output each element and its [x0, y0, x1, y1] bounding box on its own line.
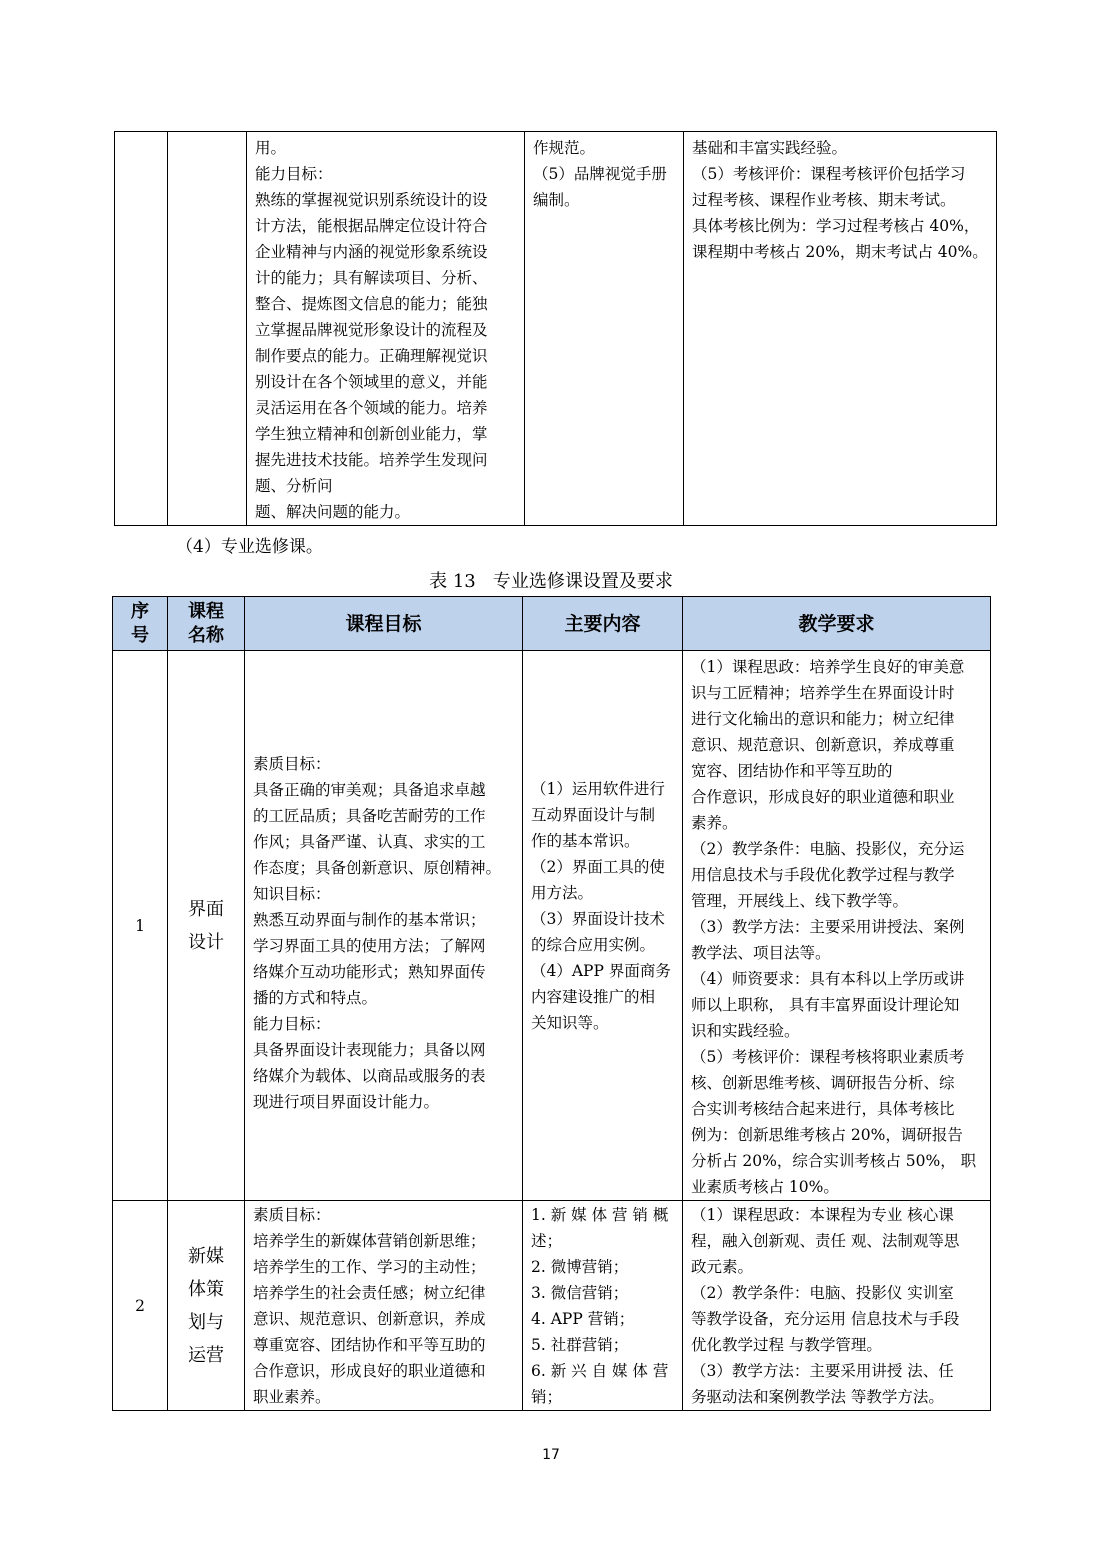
- teaching-requirements-cell: （1）课程思政：本课程为专业 核心课 程，融入创新观、责任 观、法制观等思 政元素。 （2）教学条件：电脑、投影仪 实训室 等教学设备，充分运用 信息技术与手段 优化教学过程 与教学管理。 （3）教学方法：主要采用讲授 法、任 务驱动法和案例教学法 等教学方法。: [683, 1201, 991, 1411]
- table-row: [113, 651, 991, 1201]
- course-name-cell: 新媒 体策 划与 运营: [168, 1201, 245, 1411]
- course-name-cell: 界面 设计: [168, 651, 245, 1201]
- continued-course-table: [114, 131, 997, 526]
- page-number: 17: [542, 1447, 560, 1463]
- teaching-requirements-cell: （1）课程思政：培养学生良好的审美意 识与工匠精神；培养学生在界面设计时 进行文化输出的意识和能力；树立纪律 意识、规范意识、创新意识，养成尊重 宽容、团结协作和平等互助的 合作意识，形成良好的职业道德和职业 素养。 （2）教学条件：电脑、投影仪，充分运 用信息技术与手段优化教学过程与教学 管理，开展线上、线下教学等。 （3）教学方法：主要采用讲授法、案例 教学法、项目法等。 （4）师资要求：具有本科以上学历或讲 师以上职称， 具有丰富界面设计理论知 识和实践经验。 （5）考核评价：课程考核将职业素质考 核、创新思维考核、调研报告分析、综 合实训考核结合起来进行，具体考核比 例为：创新思维考核占 20%，调研报告 分析占 20%，综合实训考核占 50%， 职 业素质考核占 10%。: [683, 651, 991, 1201]
- main-content-cell: 1. 新 媒 体 营 销 概 述； 2. 微博营销； 3. 微信营销； 4. APP 营销； 5. 社群营销； 6. 新 兴 自 媒 体 营 销；: [523, 1201, 683, 1411]
- header-teaching-requirements: 教学要求: [683, 597, 991, 651]
- course-goal-cell: 素质目标： 具备正确的审美观；具备追求卓越 的工匠品质；具备吃苦耐劳的工作 作风；具备严谨、认真、求实的工 作态度；具备创新意识、原创精神。 知识目标： 熟悉互动界面与制作的基本常识； 学习界面工具的使用方法；了解网 络媒介互动功能形式；熟知界面传 播的方式和特点。 能力目标： 具备界面设计表现能力；具备以网 络媒介为载体、以商品或服务的表 现进行项目界面设计能力。: [245, 651, 523, 1201]
- header-course-name: 课程 名称: [168, 597, 245, 651]
- teaching-requirements-cell: 基础和丰富实践经验。 （5）考核评价：课程考核评价包括学习 过程考核、课程作业考核、期末考试。 具体考核比例为：学习过程考核占 40%， 课程期中考核占 20%，期末考试占 40%。: [684, 132, 997, 526]
- header-seq: 序 号: [113, 597, 168, 651]
- table-caption: 表 13 专业选修课设置及要求: [429, 571, 673, 592]
- seq-cell: [115, 132, 168, 526]
- section-heading: （4）专业选修课。: [176, 537, 323, 557]
- table-header-row: [113, 597, 991, 651]
- elective-course-table: [112, 596, 991, 1411]
- course-goal-cell: 用。 能力目标： 熟练的掌握视觉识别系统设计的设 计方法，能根据品牌定位设计符合 企业精神与内涵的视觉形象系统设 计的能力；具有解读项目、分析、 整合、提炼图文信息的能力；能独 立掌握品牌视觉形象设计的流程及 制作要点的能力。正确理解视觉识 别设计在各个领域里的意义，并能 灵活运用在各个领域的能力。培养 学生独立精神和创新创业能力，掌 握先进技术技能。培养学生发现问 题、分析问 题、解决问题的能力。: [247, 132, 525, 526]
- header-course-goal: 课程目标: [245, 597, 523, 651]
- seq-cell: 1: [113, 651, 168, 1201]
- course-goal-cell: 素质目标： 培养学生的新媒体营销创新思维； 培养学生的工作、学习的主动性； 培养学生的社会责任感；树立纪律 意识、规范意识、创新意识，养成 尊重宽容、团结协作和平等互助的 合作意识，形成良好的职业道德和 职业素养。: [245, 1201, 523, 1411]
- main-content-cell: 作规范。 （5）品牌视觉手册 编制。: [525, 132, 684, 526]
- main-content-cell: （1）运用软件进行 互动界面设计与制 作的基本常识。 （2）界面工具的使 用方法。 （3）界面设计技术 的综合应用实例。 （4）APP 界面商务 内容建设推广的相 关知识等。: [523, 651, 683, 1201]
- table-row: [113, 1201, 991, 1411]
- header-main-content: 主要内容: [523, 597, 683, 651]
- course-name-cell: [168, 132, 247, 526]
- seq-cell: 2: [113, 1201, 168, 1411]
